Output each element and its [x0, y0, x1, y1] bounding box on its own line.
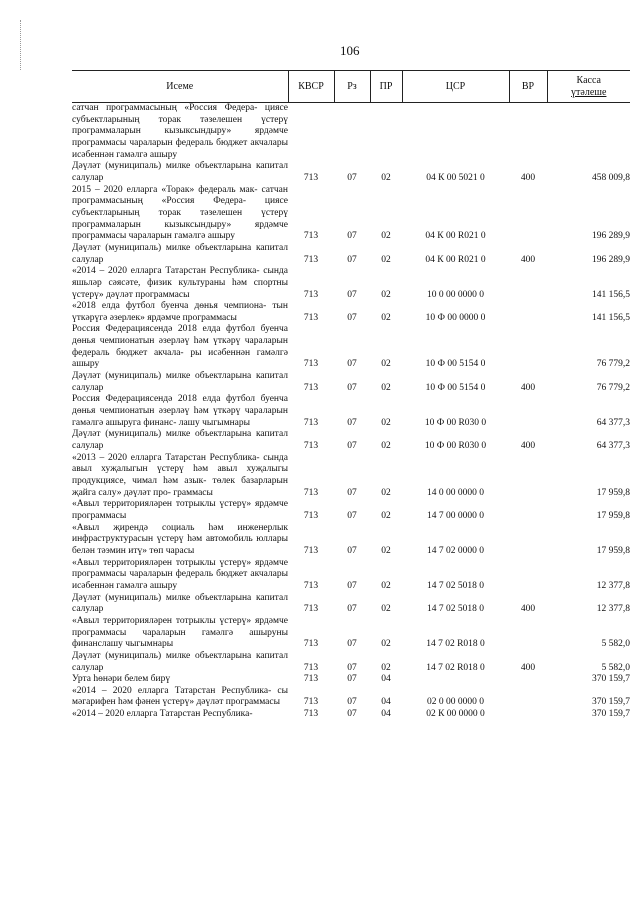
table-row: [72, 651, 630, 674]
row-pr: 04: [381, 697, 391, 708]
row-csr: [402, 674, 509, 686]
row-kvsr: 713: [303, 382, 319, 393]
row-pr: 04: [381, 709, 391, 720]
table-row: [72, 429, 630, 452]
row-csr: [402, 103, 509, 162]
row-kvsr: 713: [303, 172, 319, 183]
row-name: Россия Федерациясендә 2018 елда футбол буенча дөнья чемпионатын әзерләү һәм үткәрү чараларын федераль бюджет акчала- ры исәбеннән гамәлгә ашыру: [72, 324, 288, 370]
row-pr: 02: [381, 172, 391, 183]
row-name: «Авыл җирендә социаль һәм инженерлык инфраструктурасын үстерү һәм автомобиль юллары белән тәэмин итү» төп чарасы: [72, 522, 288, 556]
table-row: [72, 616, 630, 651]
row-pr: 02: [381, 254, 391, 265]
row-rz: 07: [347, 359, 357, 370]
row-vr: [509, 301, 547, 324]
row-csr: 14 0 00 0000 0: [427, 487, 484, 498]
row-amount: 141 156,5: [592, 289, 630, 300]
row-kvsr: 713: [303, 662, 319, 673]
table-row: [72, 709, 630, 721]
row-kvsr: 713: [303, 312, 319, 323]
row-name: 2015 – 2020 елларга «Торак» федераль мак- сатчан программасының «Россия Федера- циясе субъектларының торак тәзелешен үстерү программаларын кызыксындыру» ярдәмче программасы чараларын гамәлгә ашыру: [72, 184, 288, 242]
row-csr: 10 0 00 0000 0: [427, 289, 484, 300]
row-rz: 07: [347, 312, 357, 323]
row-amount: 370 159,7: [592, 709, 630, 720]
page-number: 106: [340, 43, 360, 58]
row-vr: [509, 616, 547, 651]
row-name: сатчан программасының «Россия Федера- циясе субъектларының торак тәзелешен үстерү программаларын кызыксындыру» ярдәмче программасы чараларын федераль бюджет акчалары исәбеннән гамәлгә ашыру: [72, 103, 288, 160]
row-name: Дәүләт (муниципаль) милке объектларына капитал салулар: [72, 242, 288, 265]
row-csr: 04 К 00 R021 0: [425, 254, 486, 265]
table-row: [72, 371, 630, 394]
kassa-line2: үтәлеше: [571, 86, 607, 98]
row-name: Урта һөнәри белем бирү: [72, 674, 171, 685]
row-vr: [509, 453, 547, 500]
row-vr: [509, 266, 547, 301]
row-vr: [509, 394, 547, 429]
row-rz: 07: [347, 580, 357, 591]
row-csr: 10 Ф 00 R030 0: [424, 441, 487, 452]
row-name: Дәүләт (муниципаль) милке объектларына капитал салулар: [72, 429, 288, 452]
table-row: [72, 453, 630, 500]
row-pr: 02: [381, 639, 391, 650]
row-pr: 02: [381, 545, 391, 556]
row-csr: 04 К 00 5021 0: [426, 172, 485, 183]
table-row: [72, 103, 630, 162]
row-vr: [509, 709, 547, 721]
row-name: «Авыл территорияләрен тотрыклы үстерү» ярдәмче программасы чараларын гамәлгә ашыруны финанслашу чыгымнары: [72, 615, 288, 650]
table-row: [72, 558, 630, 593]
row-rz: 07: [347, 662, 357, 673]
table-row: [72, 266, 630, 301]
row-pr: 04: [381, 674, 391, 685]
row-amount: 76 779,2: [596, 382, 630, 393]
row-vr: 400: [520, 441, 536, 452]
row-name: «2014 – 2020 елларга Татарстан Республика- сы мәгарифен һәм фәнен үстерү» дәүләт программасы: [72, 685, 288, 708]
row-csr: 14 7 02 5018 0: [427, 604, 484, 615]
row-pr: 02: [381, 441, 391, 452]
row-kvsr: 713: [303, 709, 319, 720]
row-vr: [509, 686, 547, 709]
table-row: [72, 499, 630, 522]
row-pr: [370, 103, 402, 162]
row-name: «2014 – 2020 елларга Татарстан Республика-: [72, 709, 253, 720]
row-csr: 10 Ф 00 0000 0: [425, 312, 486, 323]
row-vr: 400: [520, 382, 536, 393]
row-name: «Авыл территорияләрен тотрыклы үстерү» ярдәмче программасы: [72, 499, 288, 521]
row-name: «Авыл территорияләрен тотрыклы үстерү» ярдәмче программасы чараларын федераль бюджет акчалары исәбеннән гамәлгә ашыру: [72, 557, 288, 591]
row-name: «2018 елда футбол буенча дөнья чемпиона- тын үткәрүгә әзерлек» ярдәмче программасы: [72, 301, 288, 323]
col-header-vr: ВР: [509, 71, 547, 103]
row-pr: 02: [381, 312, 391, 323]
row-csr: 02 0 00 0000 0: [427, 697, 484, 708]
row-kvsr: 713: [303, 545, 319, 556]
row-vr: 400: [520, 604, 536, 615]
row-amount: 12 377,8: [596, 580, 630, 591]
row-rz: 07: [347, 709, 357, 720]
row-name: Дәүләт (муниципаль) милке объектларына капитал салулар: [72, 161, 288, 183]
row-amount: 76 779,2: [596, 359, 630, 370]
row-pr: 02: [381, 382, 391, 393]
row-pr: 02: [381, 359, 391, 370]
row-pr: 02: [381, 487, 391, 498]
row-csr: 10 Ф 00 R030 0: [424, 417, 487, 428]
col-header-pr: ПР: [370, 71, 402, 103]
kassa-line1: Касса: [576, 74, 601, 86]
row-rz: 07: [347, 417, 357, 428]
col-header-kvsr: КВСР: [288, 71, 334, 103]
row-kvsr: 713: [303, 580, 319, 591]
row-vr: 400: [520, 662, 536, 673]
row-pr: 02: [381, 604, 391, 615]
row-csr: 14 7 02 0000 0: [427, 545, 484, 556]
row-name: Россия Федерациясендә 2018 елда футбол буенча дөнья чемпионатын әзерләү һәм үткәрү чараларын гамәлгә ашыруга финанс- лашу чыгымнары: [72, 394, 288, 428]
table-row: [72, 301, 630, 324]
row-csr: 14 7 02 R018 0: [426, 662, 485, 673]
row-rz: 07: [347, 289, 357, 300]
row-rz: 07: [347, 231, 357, 242]
row-amount: 12 377,8: [596, 604, 630, 615]
row-amount: 141 156,5: [592, 312, 630, 323]
row-pr: 02: [381, 417, 391, 428]
row-kvsr: 713: [303, 231, 319, 242]
row-csr: 10 Ф 00 5154 0: [425, 382, 486, 393]
row-rz: 07: [347, 382, 357, 393]
row-amount: 64 377,3: [596, 441, 630, 452]
table-row: [72, 593, 630, 616]
row-rz: 07: [347, 487, 357, 498]
table-row: [72, 674, 630, 686]
row-vr: [509, 523, 547, 558]
row-kvsr: 713: [303, 487, 319, 498]
row-vr: [509, 185, 547, 243]
budget-table: [72, 70, 630, 721]
row-amount: 458 009,8: [592, 172, 630, 183]
table-row: [72, 324, 630, 371]
row-vr: [509, 558, 547, 593]
table-row: [72, 523, 630, 558]
table-body: [72, 103, 630, 721]
row-name: «2014 – 2020 елларга Татарстан Республика- сында яшьләр сәясәте, физик культураны һәм спортны үстерү» дәүләт программасы: [72, 266, 288, 300]
row-amount: 370 159,7: [592, 674, 630, 685]
row-kvsr: 713: [303, 359, 319, 370]
row-rz: 07: [347, 604, 357, 615]
table-header-row: [72, 71, 630, 103]
row-rz: 07: [347, 510, 357, 521]
row-amount: 370 159,7: [592, 697, 630, 708]
row-amount: [547, 103, 630, 162]
col-header-csr: ЦСР: [402, 71, 509, 103]
row-rz: 07: [347, 254, 357, 265]
row-kvsr: 713: [303, 510, 319, 521]
col-header-name: Исеме: [72, 71, 288, 103]
row-amount: 196 289,9: [592, 231, 630, 242]
row-kvsr: 713: [303, 417, 319, 428]
row-csr: 10 Ф 00 5154 0: [425, 359, 486, 370]
row-csr: 14 7 02 R018 0: [426, 639, 485, 650]
row-pr: 02: [381, 231, 391, 242]
table-row: [72, 394, 630, 429]
row-kvsr: 713: [303, 674, 319, 685]
table-row: [72, 185, 630, 243]
margin-mark: [20, 20, 22, 70]
table-row: [72, 686, 630, 709]
row-csr: 14 7 02 5018 0: [427, 580, 484, 591]
row-name: «2013 – 2020 елларга Татарстан Республика- сында авыл хуҗалыгын үстерү һәм авыл хуҗалыгы продукциясе, чимал һәм азык- төлек базарларын җайга салу» дәүләт про- граммасы: [72, 452, 288, 498]
row-kvsr: 713: [303, 697, 319, 708]
row-amount: 17 959,8: [596, 510, 630, 521]
row-vr: [509, 499, 547, 522]
row-amount: 196 289,9: [592, 254, 630, 265]
row-name: Дәүләт (муниципаль) милке объектларына капитал салулар: [72, 650, 288, 673]
row-rz: [334, 103, 370, 162]
row-rz: 07: [347, 639, 357, 650]
row-pr: 02: [381, 580, 391, 591]
row-vr: 400: [520, 254, 536, 265]
row-amount: 17 959,8: [596, 487, 630, 498]
row-csr: 14 7 00 0000 0: [427, 510, 484, 521]
row-rz: 07: [347, 441, 357, 452]
col-header-rz: Рз: [334, 71, 370, 103]
row-rz: 07: [347, 172, 357, 183]
row-kvsr: 713: [303, 254, 319, 265]
row-vr: 400: [520, 172, 536, 183]
col-header-kassa: [547, 71, 630, 103]
row-amount: 17 959,8: [596, 545, 630, 556]
row-amount: 5 582,0: [601, 662, 630, 673]
row-rz: 07: [347, 545, 357, 556]
row-rz: 07: [347, 674, 357, 685]
row-name: Дәүләт (муниципаль) милке объектларына капитал салулар: [72, 592, 288, 615]
table-row: [72, 161, 630, 184]
row-pr: 02: [381, 289, 391, 300]
table-row: [72, 243, 630, 266]
row-kvsr: [288, 103, 334, 162]
row-amount: 5 582,0: [601, 639, 630, 650]
row-kvsr: 713: [303, 289, 319, 300]
row-vr: [509, 103, 547, 162]
row-kvsr: 713: [303, 639, 319, 650]
row-vr: [509, 674, 547, 686]
row-pr: 02: [381, 662, 391, 673]
row-kvsr: 713: [303, 441, 319, 452]
row-amount: 64 377,3: [596, 417, 630, 428]
row-csr: 04 К 00 R021 0: [425, 231, 486, 242]
row-pr: 02: [381, 510, 391, 521]
row-name: Дәүләт (муниципаль) милке объектларына капитал салулар: [72, 371, 288, 393]
row-rz: 07: [347, 697, 357, 708]
row-kvsr: 713: [303, 604, 319, 615]
row-csr: 02 К 00 0000 0: [426, 709, 485, 720]
row-vr: [509, 324, 547, 371]
